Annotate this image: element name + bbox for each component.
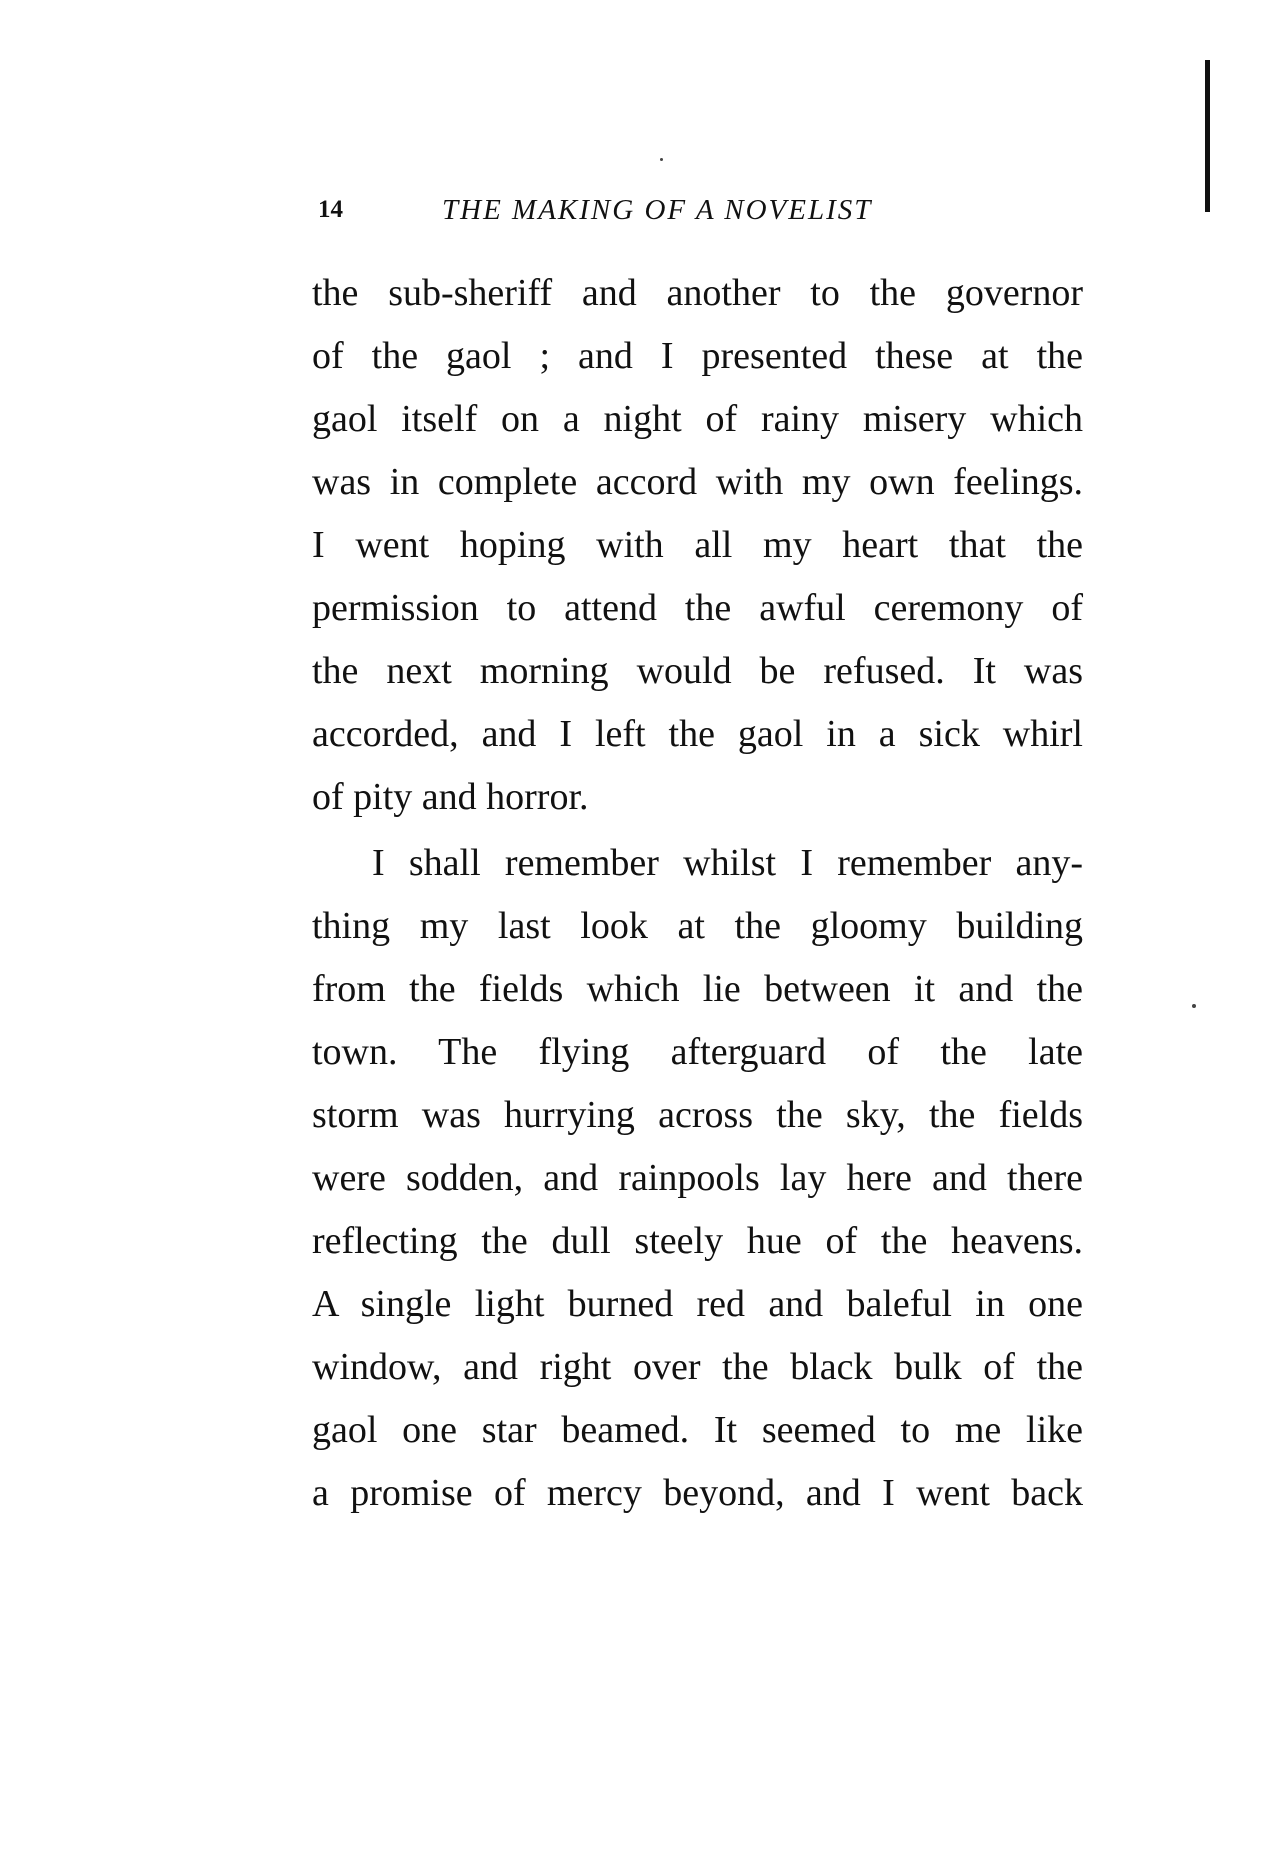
paragraph-1 — [312, 262, 1083, 829]
text-line: were sodden, and rainpools lay here and there — [312, 1157, 1083, 1199]
text-line: town. The flying afterguard of the late — [312, 1031, 1083, 1073]
running-head — [318, 190, 1078, 230]
text-line: reflecting the dull steely hue of the heavens. — [312, 1220, 1083, 1262]
text-line: of the gaol ; and I presented these at the — [312, 335, 1083, 377]
text-line: was in complete accord with my own feelings. — [312, 461, 1083, 503]
text-line: accorded, and I left the gaol in a sick whirl — [312, 713, 1083, 755]
scan-speck — [660, 158, 663, 161]
text-line: permission to attend the awful ceremony of — [312, 587, 1083, 629]
text-line: thing my last look at the gloomy building — [312, 905, 1083, 947]
text-line: of pity and horror. — [312, 776, 589, 818]
text-line: the sub-sheriff and another to the governor — [312, 272, 1083, 314]
page-edge-mark — [1205, 60, 1210, 212]
text-line: A single light burned red and baleful in one — [312, 1283, 1083, 1325]
text-line: from the fields which lie between it and the — [312, 968, 1083, 1010]
text-line: I shall remember whilst I remember any- — [372, 842, 1083, 884]
body-text — [312, 262, 1083, 1525]
running-title: THE MAKING OF A NOVELIST — [442, 194, 873, 226]
page-number: 14 — [318, 196, 343, 223]
text-line: I went hoping with all my heart that the — [312, 524, 1083, 566]
text-line: gaol one star beamed. It seemed to me like — [312, 1409, 1083, 1451]
paragraph-2 — [312, 832, 1083, 1525]
scan-speck — [1192, 1004, 1196, 1008]
text-line: gaol itself on a night of rainy misery which — [312, 398, 1083, 440]
text-line: the next morning would be refused. It was — [312, 650, 1083, 692]
text-line: storm was hurrying across the sky, the fields — [312, 1094, 1083, 1136]
text-line: a promise of mercy beyond, and I went back — [312, 1472, 1083, 1514]
text-line: window, and right over the black bulk of the — [312, 1346, 1083, 1388]
